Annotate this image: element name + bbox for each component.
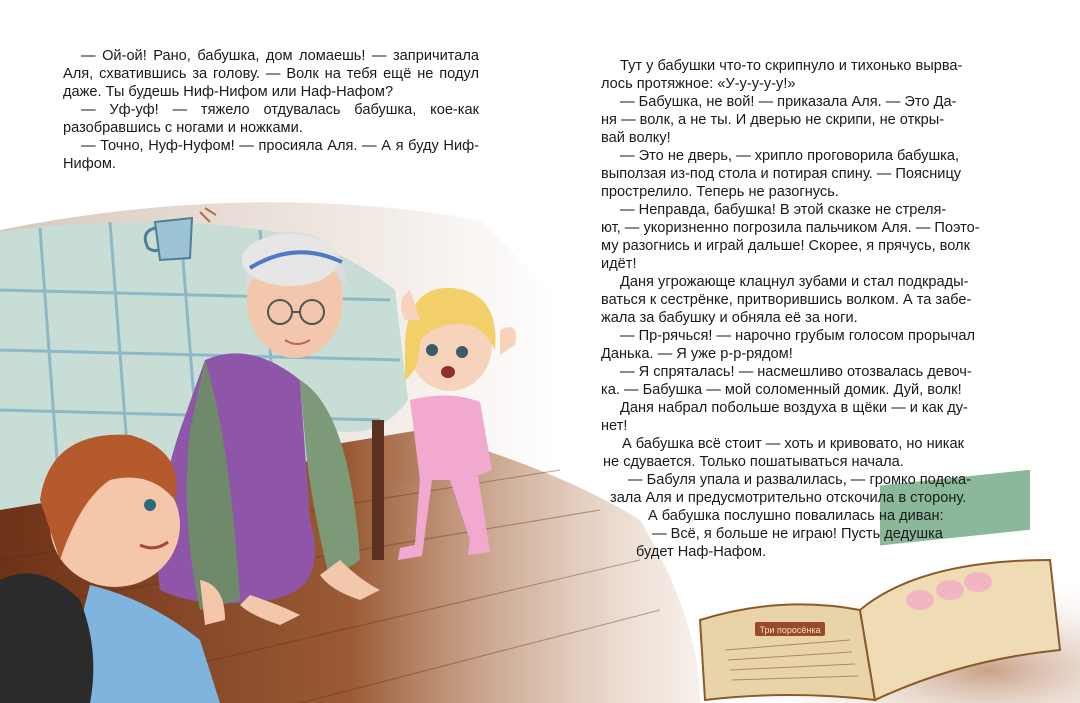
text-line: — Пр-рячься! — нарочно грубым голосом прорычал: [620, 328, 975, 344]
text-line: А бабушка послушно повалилась на диван:: [648, 508, 944, 524]
text-line: — Бабуля упала и развалилась, — громко подска-: [628, 472, 971, 488]
text-line: лось протяжное: «У-у-у-у-у!»: [601, 76, 796, 92]
text-line: ня — волк, а не ты. И дверью не скрипи, не откры-: [601, 112, 945, 128]
text-line: жала за бабушку и обняла её за ноги.: [601, 310, 858, 326]
text-line: идёт!: [601, 256, 637, 272]
paragraph: — Уф-уф! — тяжело отдувалась бабушка, кое-как разобравшись с ногами и ножками.: [63, 102, 479, 136]
text-line: ваться к сестрёнке, притворившись волком. А та забе-: [601, 292, 972, 308]
text-line: вай волку!: [601, 130, 671, 146]
text-line: зала Аля и предусмотрительно отскочила в сторону.: [610, 490, 967, 506]
text-line: — Я спряталась! — насмешливо отозвалась девоч-: [620, 364, 972, 380]
text-line: Данька. — Я уже р-р-рядом!: [601, 346, 793, 362]
text-line: Даня набрал побольше воздуха в щёки — и как ду-: [620, 400, 968, 416]
text-line: будет Наф-Нафом.: [636, 544, 767, 560]
text-line: му разогнись и играй дальше! Скорее, я прячусь, волк: [601, 238, 970, 254]
text-line: не сдувается. Только пошатываться начала.: [603, 454, 904, 470]
text-line: выползая из-под стола и потирая спину. — Поясницу: [601, 166, 962, 182]
text-line: ют, — укоризненно погрозила пальчиком Аля. — Поэто-: [601, 220, 980, 236]
text-line: ка. — Бабушка — мой соломенный домик. Дуй, волк!: [601, 382, 962, 398]
book-title: Три поросёнка: [759, 625, 821, 635]
text-line: — Бабушка, не вой! — приказала Аля. — Это Да-: [620, 94, 957, 110]
text-line: Тут у бабушки что-то скрипнуло и тихонько вырва-: [620, 58, 963, 74]
left-text-column: [63, 47, 479, 173]
text-line: Даня угрожающе клацнул зубами и стал подкрады-: [620, 274, 969, 290]
text-line: нет!: [601, 418, 628, 434]
text-line: А бабушка всё стоит — хоть и кривовато, но никак: [622, 436, 964, 452]
text-line: — Это не дверь, — хрипло проговорила бабушка,: [620, 148, 960, 164]
text-line: — Неправда, бабушка! В этой сказке не стреля-: [620, 202, 947, 218]
text-line: прострелило. Теперь не разогнусь.: [601, 184, 839, 200]
paragraph: — Точно, Нуф-Нуфом! — просияла Аля. — А я буду Ниф-Нифом.: [63, 138, 479, 172]
text-line: — Всё, я больше не играю! Пусть дедушка: [652, 526, 943, 542]
paragraph: — Ой-ой! Рано, бабушка, дом ломаешь! — запричитала Аля, схватившись за голову. — Волк на тебя ещё не подул даже. Ты будешь Ниф-Нифом или Наф-Нафом?: [63, 48, 479, 100]
